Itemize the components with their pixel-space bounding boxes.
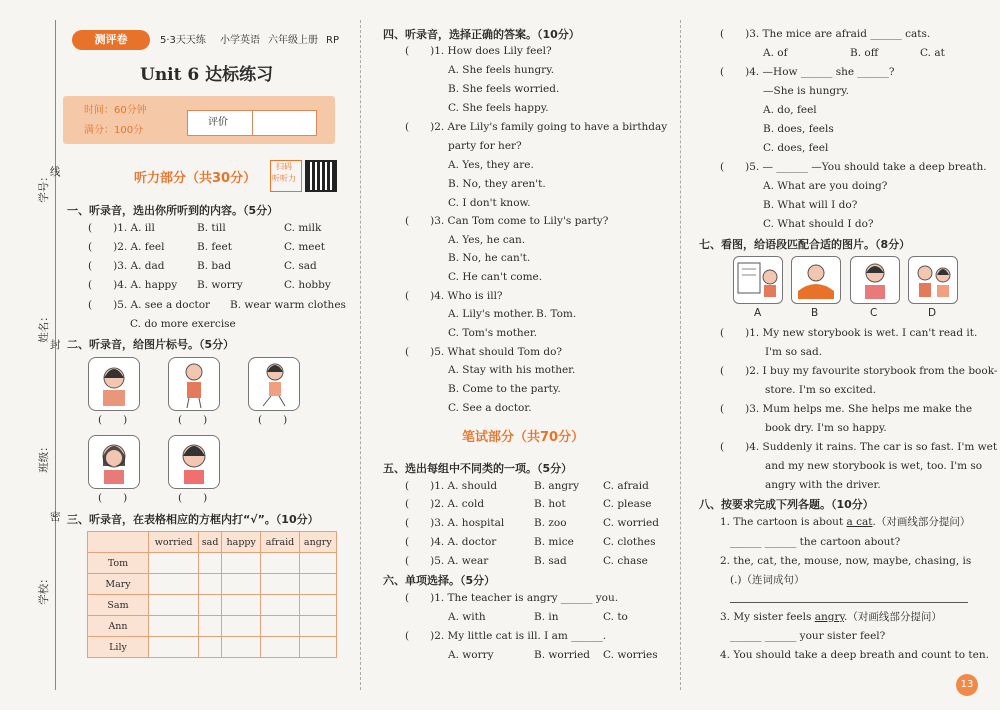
- written-title: 笔试部分（共70分）: [462, 430, 585, 445]
- s1-row4-a[interactable]: ( )4. A. happy: [88, 279, 178, 291]
- s3-cell[interactable]: [199, 553, 222, 574]
- s5-row3-c[interactable]: C. worried: [603, 517, 659, 529]
- s6-q5[interactable]: ( )5. — ______ —You should take a deep breath.: [720, 161, 987, 173]
- s5-row2-c[interactable]: C. please: [603, 498, 652, 510]
- s1-row1-a[interactable]: ( )1. A. ill: [88, 222, 155, 234]
- s8-q2-note: (.)（连词成句）: [730, 574, 805, 586]
- s7-line[interactable]: ( )3. Mum helps me. She helps me make the: [720, 403, 973, 415]
- s3-name: Lily: [88, 637, 149, 658]
- side-xingming: 姓名：: [37, 311, 50, 343]
- s7-label-c: C: [870, 307, 878, 319]
- s6-q4-answer: —She is hungry.: [763, 85, 849, 97]
- eval-label: 评价: [208, 117, 228, 128]
- s6-title: 六、单项选择。（5分）: [383, 574, 496, 587]
- s6-q2[interactable]: ( )2. My little cat is ill. I am ______.: [405, 630, 607, 642]
- s7-line[interactable]: ( )4. Suddenly it rains. The car is so fast. I'm wet: [720, 441, 998, 453]
- s3-cell[interactable]: [299, 553, 336, 574]
- s1-row1-b[interactable]: B. till: [197, 222, 226, 234]
- s4-line[interactable]: A. She feels hungry.: [448, 64, 555, 76]
- s6-q4-c[interactable]: C. does, feel: [763, 142, 829, 154]
- s7-picture-b: [791, 256, 841, 304]
- s5-row5-c[interactable]: C. chase: [603, 555, 648, 567]
- s4-line[interactable]: B. Come to the party.: [448, 383, 561, 395]
- s3-name: Ann: [88, 616, 149, 637]
- s4-line[interactable]: party for her?: [448, 140, 522, 152]
- s4-line[interactable]: ( )3. Can Tom come to Lily's party?: [405, 215, 609, 227]
- s6-q5-b[interactable]: B. What will I do?: [763, 199, 858, 211]
- s5-row4-a[interactable]: ( )4. A. doctor: [405, 536, 497, 548]
- s3-cell[interactable]: [222, 637, 261, 658]
- s3-cell[interactable]: [199, 595, 222, 616]
- side-xuehao: 学号：: [37, 171, 50, 203]
- s4-line[interactable]: B. No, they aren't.: [448, 178, 546, 190]
- s6-q3-b[interactable]: B. off: [850, 47, 879, 59]
- s2-picture-1: [88, 357, 140, 411]
- s5-row1-b[interactable]: B. angry: [534, 480, 580, 492]
- s7-line[interactable]: book dry. I'm so happy.: [765, 422, 887, 434]
- s3-col: angry: [299, 532, 336, 553]
- s5-row1-a[interactable]: ( )1. A. should: [405, 480, 498, 492]
- s2-blank-5[interactable]: ( ): [178, 492, 208, 504]
- s3-cell[interactable]: [261, 595, 299, 616]
- s6-q1-a[interactable]: A. with: [448, 611, 486, 623]
- s4-line[interactable]: A. Stay with his mother.: [448, 364, 576, 376]
- s6-q3-c[interactable]: C. at: [920, 47, 945, 59]
- s4-line[interactable]: C. He can't come.: [448, 271, 543, 283]
- s3-name: Tom: [88, 553, 149, 574]
- s8-q1-text: 1. The cartoon is about: [720, 516, 847, 528]
- s1-row5-b[interactable]: B. wear warm clothes: [230, 299, 346, 311]
- s6-q5-c[interactable]: C. What should I do?: [763, 218, 874, 230]
- s8-q4[interactable]: 4. You should take a deep breath and count to ten.: [720, 649, 989, 661]
- s5-row5-b[interactable]: B. sad: [534, 555, 567, 567]
- side-mi: 密: [50, 511, 61, 523]
- listening-title: 听力部分（共30分）: [134, 171, 257, 186]
- s5-row3-a[interactable]: ( )3. A. hospital: [405, 517, 505, 529]
- s3-cell[interactable]: [149, 553, 199, 574]
- s3-cell[interactable]: [149, 574, 199, 595]
- s6-q2-a[interactable]: A. worry: [448, 649, 494, 661]
- s6-q4-a[interactable]: A. do, feel: [763, 104, 817, 116]
- s1-row2-b[interactable]: B. feet: [197, 241, 232, 253]
- s8-q1-note: .（对画线部分提问）: [872, 516, 971, 528]
- s3-col: sad: [199, 532, 222, 553]
- s3-cell[interactable]: [149, 595, 199, 616]
- s1-row3-a[interactable]: ( )3. A. dad: [88, 260, 165, 272]
- s4-line[interactable]: A. Lily's mother.: [448, 308, 535, 320]
- s6-q3-a[interactable]: A. of: [763, 47, 788, 59]
- s3-col: worried: [149, 532, 199, 553]
- s3-cell[interactable]: [222, 595, 261, 616]
- s7-line[interactable]: store. I'm so excited.: [765, 384, 877, 396]
- s1-row3-c[interactable]: C. sad: [284, 260, 317, 272]
- s6-q1-b[interactable]: B. in: [534, 611, 559, 623]
- s3-title: 三、听录音，在表格相应的方框内打“√”。（10分）: [67, 513, 319, 526]
- divider-1: [360, 20, 361, 690]
- s3-cell[interactable]: [149, 616, 199, 637]
- scan-line2: 听听力: [272, 174, 296, 183]
- eval-divider: [252, 110, 253, 136]
- s4-line[interactable]: B. No, he can't.: [448, 252, 531, 264]
- s7-line[interactable]: angry with the driver.: [765, 479, 881, 491]
- s3-cell[interactable]: [299, 574, 336, 595]
- s1-row5-a[interactable]: ( )5. A. see a doctor: [88, 299, 211, 311]
- s2-title: 二、听录音，给图片标号。（5分）: [67, 338, 235, 351]
- header-edition: RP: [326, 35, 339, 46]
- s5-row1-c[interactable]: C. afraid: [603, 480, 649, 492]
- s2-blank-4[interactable]: ( ): [98, 492, 128, 504]
- s4-line[interactable]: ( )4. Who is ill?: [405, 290, 503, 302]
- score-label: 满分：100分: [84, 125, 144, 136]
- s8-q1-underline: a cat: [846, 516, 873, 528]
- s2-picture-3: [248, 357, 300, 411]
- s6-q2-c[interactable]: C. worries: [603, 649, 658, 661]
- s1-row2-c[interactable]: C. meet: [284, 241, 325, 253]
- s3-cell[interactable]: [261, 637, 299, 658]
- s3-col: afraid: [261, 532, 299, 553]
- s3-cell[interactable]: [299, 595, 336, 616]
- s4-line[interactable]: A. Yes, they are.: [448, 159, 534, 171]
- s3-cell[interactable]: [222, 553, 261, 574]
- s3-cell[interactable]: [199, 637, 222, 658]
- s8-q2[interactable]: 2. the, cat, the, mouse, now, maybe, chasing, is: [720, 555, 972, 567]
- s4-line[interactable]: B. Tom.: [536, 308, 577, 320]
- s8-q1[interactable]: [720, 515, 970, 529]
- s7-line[interactable]: ( )1. My new storybook is wet. I can't read it.: [720, 327, 978, 339]
- header-badge: 测评卷: [72, 30, 150, 50]
- s6-q4[interactable]: ( )4. —How ______ she ______?: [720, 66, 895, 78]
- s6-q3[interactable]: ( )3. The mice are afraid ______ cats.: [720, 28, 931, 40]
- s7-line[interactable]: I'm so sad.: [765, 346, 823, 358]
- s4-line[interactable]: C. I don't know.: [448, 197, 531, 209]
- s2-blank-1[interactable]: ( ): [98, 414, 128, 426]
- s7-line[interactable]: ( )2. I buy my favourite storybook from the book-: [720, 365, 998, 377]
- s5-title: 五、选出每组中不同类的一项。（5分）: [383, 462, 573, 475]
- margin-line: [55, 20, 56, 690]
- s1-title: 一、听录音，选出你所听到的内容。（5分）: [67, 204, 279, 217]
- s8-title: 八、按要求完成下列各题。（10分）: [699, 498, 874, 511]
- s4-line[interactable]: ( )1. How does Lily feel?: [405, 45, 552, 57]
- s2-picture-5: [168, 435, 220, 489]
- time-label: 时间：60分钟: [84, 105, 147, 116]
- side-xuexiao: 学校：: [37, 573, 50, 605]
- s3-cell[interactable]: [199, 574, 222, 595]
- s6-q2-b[interactable]: B. worried: [534, 649, 591, 661]
- s3-col: happy: [222, 532, 261, 553]
- s3-cell[interactable]: [149, 637, 199, 658]
- side-feng: 封: [50, 339, 61, 351]
- s4-line[interactable]: C. See a doctor.: [448, 402, 532, 414]
- qr-code-icon[interactable]: [305, 160, 337, 192]
- s4-line[interactable]: ( )2. Are Lily's family going to have a birthday: [405, 121, 668, 133]
- s5-row2-a[interactable]: ( )2. A. cold: [405, 498, 485, 510]
- s8-q3-note: .（对画线部分提问）: [844, 611, 942, 623]
- s3-cell[interactable]: [199, 616, 222, 637]
- s4-line[interactable]: B. She feels worried.: [448, 83, 560, 95]
- s1-row1-c[interactable]: C. milk: [284, 222, 322, 234]
- s8-q3-underline: angry: [814, 611, 845, 623]
- header-grade: 六年级上册: [268, 35, 318, 46]
- s7-picture-a: [733, 256, 783, 304]
- s3-cell[interactable]: [299, 637, 336, 658]
- s3-cell[interactable]: [222, 574, 261, 595]
- s1-row4-b[interactable]: B. worry: [197, 279, 243, 291]
- s7-line[interactable]: and my new storybook is wet, too. I'm so: [765, 460, 983, 472]
- s3-corner: [88, 532, 149, 553]
- s4-line[interactable]: C. She feels happy.: [448, 102, 549, 114]
- side-xian: 线: [50, 166, 61, 178]
- s4-line[interactable]: A. Yes, he can.: [448, 234, 526, 246]
- s7-picture-d: [908, 256, 958, 304]
- s1-row4-c[interactable]: C. hobby: [284, 279, 331, 291]
- s8-q1-answer[interactable]: ______ ______ the cartoon about?: [730, 536, 901, 548]
- s7-picture-c: [850, 256, 900, 304]
- header-subject: 小学英语: [220, 35, 260, 46]
- s8-q3-text: 3. My sister feels: [720, 611, 815, 623]
- page-number: 13: [956, 674, 978, 696]
- s8-q3-answer[interactable]: ______ ______ your sister feel?: [730, 630, 886, 642]
- s7-label-b: B: [811, 307, 819, 319]
- page-title: Unit 6 达标练习: [140, 65, 274, 85]
- s2-blank-3[interactable]: ( ): [258, 414, 288, 426]
- s3-cell[interactable]: [261, 574, 299, 595]
- s6-q5-a[interactable]: A. What are you doing?: [763, 180, 888, 192]
- s3-cell[interactable]: [222, 616, 261, 637]
- s3-cell[interactable]: [261, 553, 299, 574]
- s2-picture-4: [88, 435, 140, 489]
- s1-row3-b[interactable]: B. bad: [197, 260, 232, 272]
- s5-row4-c[interactable]: C. clothes: [603, 536, 656, 548]
- s3-name: Sam: [88, 595, 149, 616]
- s2-picture-2: [168, 357, 220, 411]
- divider-2: [680, 20, 681, 690]
- s6-q4-b[interactable]: B. does, feels: [763, 123, 834, 135]
- s8-q2-answer-line[interactable]: [730, 602, 968, 603]
- s7-label-a: A: [754, 307, 762, 319]
- s3-name: Mary: [88, 574, 149, 595]
- side-banji: 班级：: [37, 441, 50, 473]
- s1-row5-c[interactable]: C. do more exercise: [130, 318, 236, 330]
- s6-q1-c[interactable]: C. to: [603, 611, 628, 623]
- s5-row5-a[interactable]: ( )5. A. wear: [405, 555, 489, 567]
- s5-row4-b[interactable]: B. mice: [534, 536, 574, 548]
- s2-blank-2[interactable]: ( ): [178, 414, 208, 426]
- s7-title: 七、看图，给语段匹配合适的图片。（8分）: [699, 238, 911, 251]
- s4-line[interactable]: C. Tom's mother.: [448, 327, 538, 339]
- s6-q1[interactable]: ( )1. The teacher is angry ______ you.: [405, 592, 619, 604]
- s8-q3[interactable]: [720, 610, 942, 624]
- s4-title: 四、听录音，选择正确的答案。（10分）: [383, 28, 580, 41]
- s7-label-d: D: [928, 307, 937, 319]
- s5-row3-b[interactable]: B. zoo: [534, 517, 567, 529]
- s5-row2-b[interactable]: B. hot: [534, 498, 566, 510]
- s4-line[interactable]: ( )5. What should Tom do?: [405, 346, 563, 358]
- s3-table: [87, 531, 337, 658]
- header-series: 5·3天天练: [160, 35, 206, 46]
- s3-cell[interactable]: [299, 616, 336, 637]
- s3-cell[interactable]: [261, 616, 299, 637]
- s1-row2-a[interactable]: ( )2. A. feel: [88, 241, 165, 253]
- scan-line1: 扫码: [276, 162, 292, 171]
